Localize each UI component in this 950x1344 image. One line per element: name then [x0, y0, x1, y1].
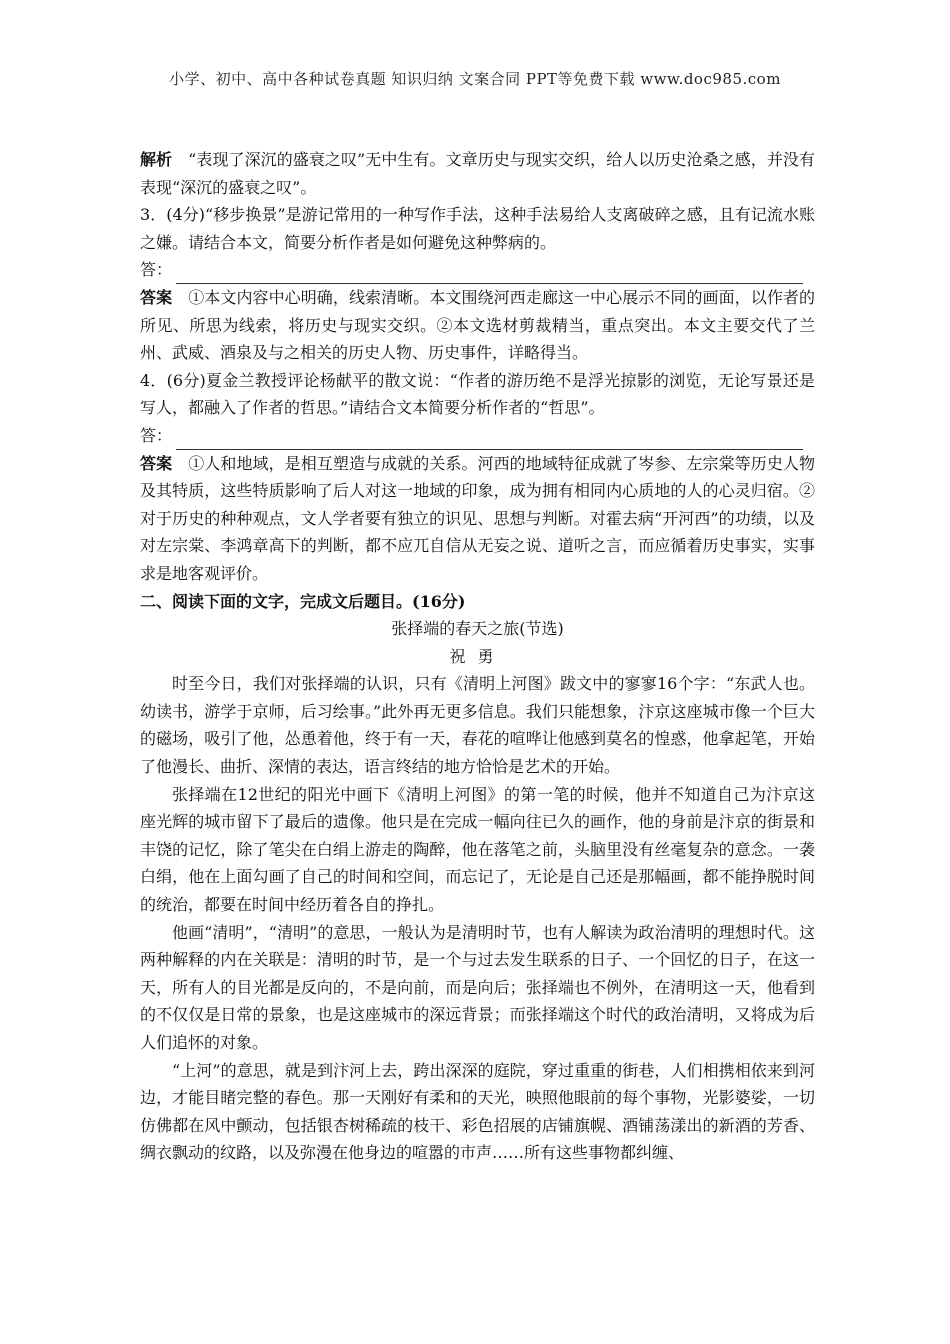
article-title: 张择端的春天之旅(节选) [391, 619, 564, 639]
answer-blank-4[interactable] [140, 422, 815, 450]
answer-3 [140, 284, 815, 367]
section-heading: 二、阅读下面的文字，完成文后题目。(16分) [140, 591, 466, 611]
answer-blank-3[interactable] [140, 256, 815, 284]
answer-prefix: 答： [140, 260, 173, 280]
article-paragraph: 时至今日，我们对张择端的认识，只有《清明上河图》跋文中的寥寥16个字：“东武人也。幼读书，游学于京师，后习绘事。”此外再无更多信息。我们只能想象，汴京这座城市像一个巨大的磁场，吸引了他，怂恿着他，终于有一天，春花的喧哗让他感到莫名的惶惑，他拿起笔，开始了他漫长、曲折、深情的表达，语言终结的地方恰恰是艺术的开始。 [140, 674, 815, 777]
article-author: 祝勇 [449, 646, 506, 666]
document-body [140, 146, 815, 1167]
answer-rule [176, 432, 803, 450]
article-paragraph: 他画“清明”，“清明”的意思，一般认为是清明时节，也有人解读为政治清明的理想时代。这两种解释的内在关联是：清明的时节，是一个与过去发生联系的日子、一个回忆的日子，在这一天，所有人的目光都是反向的，不是向前，而是向后；张择端也不例外，在清明这一天，他看到的不仅仅是日常的景象，也是这座城市的深远背景；而张择端这个时代的政治清明，又将成为后人们追怀的对象。 [140, 922, 815, 1052]
answer-4-text: ①人和地域，是相互塑造与成就的关系。河西的地域特征成就了岑参、左宗棠等历史人物及其特质，这些特质影响了后人对这一地域的印象，成为拥有相同内心质地的人的心灵归宿。②对于历史的种种观点，文人学者要有独立的识见、思想与判断。对霍去病“开河西”的功绩，以及对左宗棠、李鸿章高下的判断，都不应兀自信从无妄之说、道听之言，而应循着历史事实，实事求是地客观评价。 [140, 453, 815, 583]
answer-label: 答案 [140, 287, 173, 307]
page-header: 小学、初中、高中各种试卷真题 知识归纳 文案合同 PPT等免费下载 www.doc985.com [169, 70, 781, 88]
answer-prefix: 答： [140, 425, 173, 445]
question-4: 4．(6分)夏金兰教授评论杨献平的散文说：“作者的游历绝不是浮光掠影的浏览，无论写景还是写人，都融入了作者的哲思。”请结合文本简要分析作者的“哲思”。 [140, 370, 815, 418]
answer-label: 答案 [140, 453, 173, 473]
answer-rule [176, 266, 803, 284]
analysis-text: “表现了深沉的盛衰之叹”无中生有。文章历史与现实交织，给人以历史沧桑之感，并没有表现“深沉的盛衰之叹”。 [140, 150, 815, 197]
answer-4 [140, 450, 815, 588]
article-paragraph: 张择端在12世纪的阳光中画下《清明上河图》的第一笔的时候，他并不知道自己为汴京这座光辉的城市留下了最后的遗像。他只是在完成一幅向往已久的画作，他的身前是汴京的街景和丰饶的记忆，除了笔尖在白绢上游走的陶醉，他在落笔之前，头脑里没有丝毫复杂的意念。一袭白绢，他在上面勾画了自己的时间和空间，而忘记了，无论是自己还是那幅画，都不能挣脱时间的统治，都要在时间中经历着各自的挣扎。 [140, 784, 815, 915]
analysis-paragraph [140, 146, 815, 201]
answer-3-text: ①本文内容中心明确，线索清晰。本文围绕河西走廊这一中心展示不同的画面，以作者的所见、所思为线索，将历史与现实交织。②本文选材剪裁精当，重点突出。本文主要交代了兰州、武威、酒泉及与之相关的历史人物、历史事件，详略得当。 [140, 287, 815, 363]
question-3: 3．(4分)“移步换景”是游记常用的一种写作手法，这种手法易给人支离破碎之感，且有记流水账之嫌。请结合本文，简要分析作者是如何避免这种弊病的。 [140, 205, 815, 252]
article-paragraph: “上河”的意思，就是到汴河上去，跨出深深的庭院，穿过重重的街巷，人们相携相依来到河边，才能目睹完整的春色。那一天刚好有柔和的天光，映照他眼前的每个事物，光影婆娑，一切仿佛都在风中颤动，包括银杏树稀疏的枝干、彩色招展的店铺旗幌、酒铺荡漾出的新酒的芳香、绸衣飘动的纹路，以及弥漫在他身边的喧嚣的市声……所有这些事物都纠缠、 [140, 1060, 815, 1163]
analysis-label: 解析 [140, 150, 173, 169]
